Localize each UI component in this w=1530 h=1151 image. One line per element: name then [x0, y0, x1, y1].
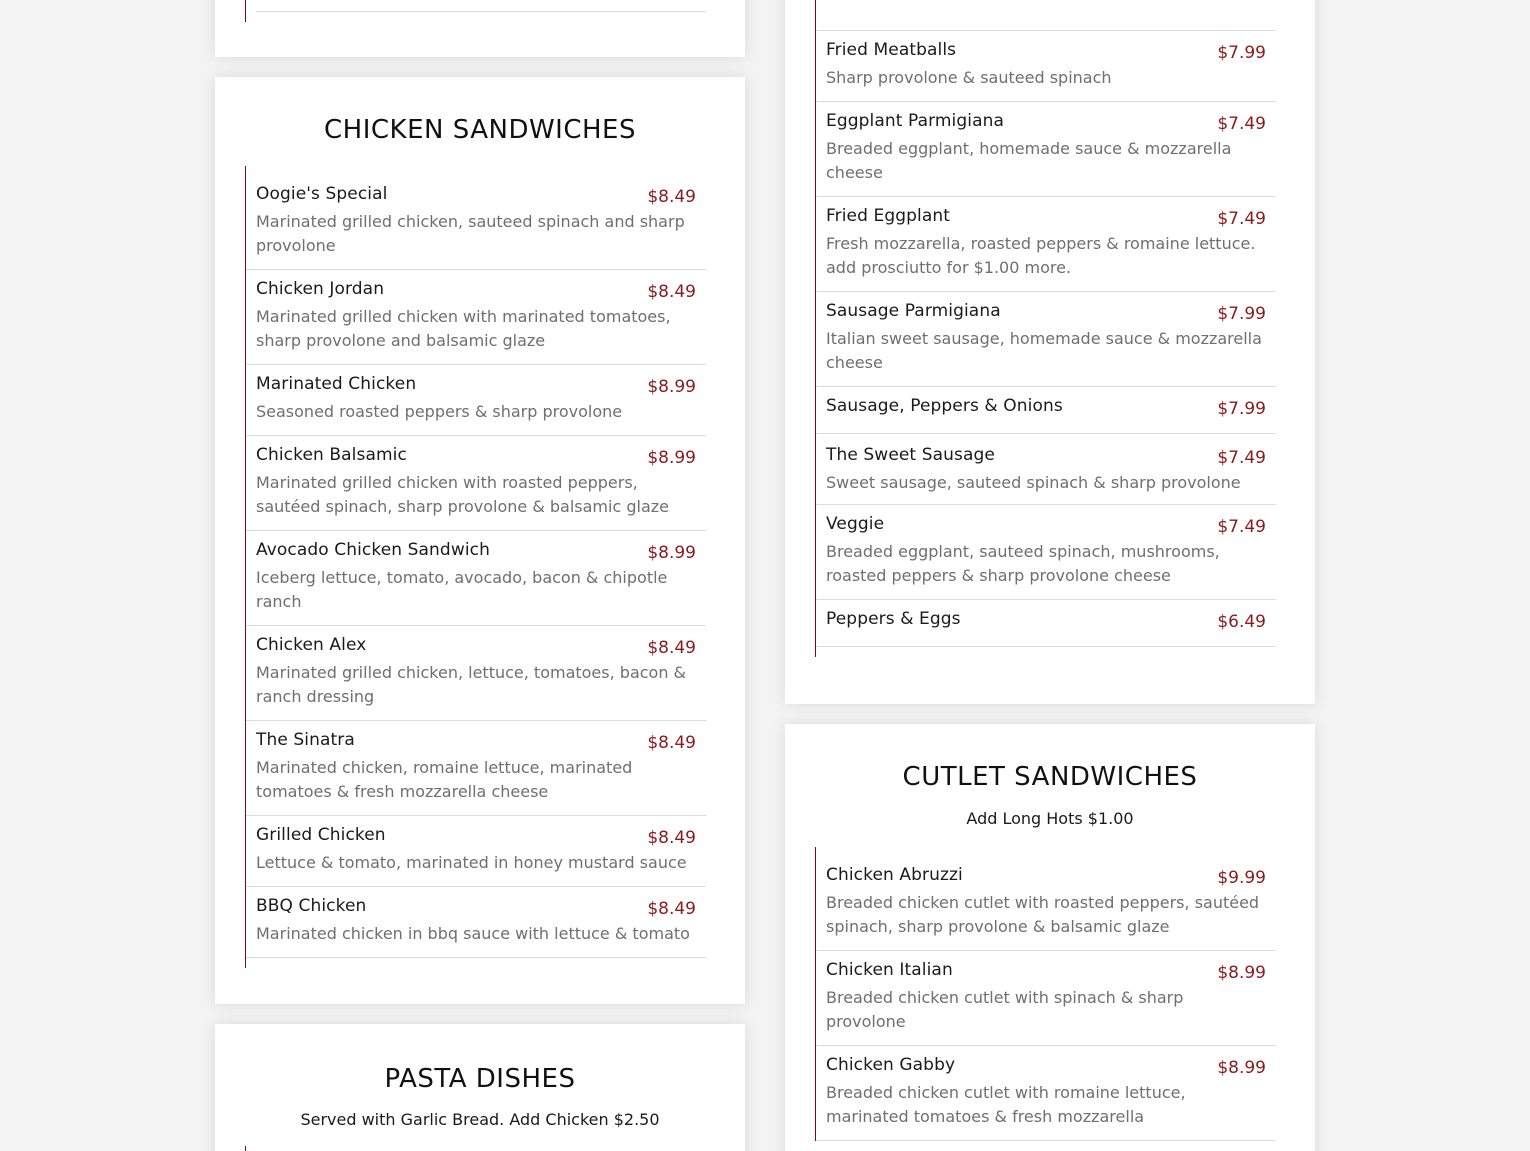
menu-item[interactable]	[246, 887, 706, 958]
list-divider	[256, 0, 706, 12]
menu-item[interactable]	[816, 505, 1276, 600]
list-spacer	[246, 958, 706, 968]
menu-item[interactable]	[246, 721, 706, 816]
item-name: Oogie's Special	[256, 184, 388, 204]
item-description: Sweet sausage, sauteed spinach & sharp provolone	[826, 473, 1241, 492]
menu-item[interactable]	[246, 531, 706, 626]
chicken-sandwiches-card	[215, 77, 745, 1004]
item-name: Marinated Chicken	[256, 374, 417, 394]
section-title: CUTLET SANDWICHES	[902, 762, 1198, 792]
item-price: $8.49	[647, 899, 696, 919]
item-name: Chicken Abruzzi	[826, 865, 963, 885]
item-name: Chicken Gabby	[826, 1055, 956, 1075]
item-price: $7.49	[1217, 114, 1266, 134]
pasta-dishes-card	[215, 1024, 745, 1151]
list-spacer	[816, 647, 1276, 657]
item-name: Avocado Chicken Sandwich	[256, 540, 490, 560]
item-description: Sharp provolone & sauteed spinach	[826, 68, 1112, 87]
pasta-items-list	[245, 1146, 706, 1151]
item-price: $8.49	[647, 733, 696, 753]
menu-item[interactable]	[816, 387, 1276, 434]
menu-item[interactable]	[246, 365, 706, 436]
item-price: $8.49	[647, 828, 696, 848]
section-subtitle: Served with Garlic Bread. Add Chicken $2.50	[300, 1110, 660, 1129]
item-name: BBQ Chicken	[256, 896, 367, 916]
item-name: Fried Eggplant	[826, 206, 951, 226]
item-name: Eggplant Parmigiana	[826, 111, 1005, 131]
item-name: Fried Meatballs	[826, 40, 957, 60]
item-description: Marinated grilled chicken with marinated tomatoes, sharp provolone and balsamic glaze	[256, 307, 671, 350]
hot-sandwiches-card	[785, 0, 1315, 704]
menu-item[interactable]	[816, 292, 1276, 387]
menu-item[interactable]	[816, 31, 1276, 102]
item-name: Sausage Parmigiana	[826, 301, 1001, 321]
item-price: $8.99	[1217, 963, 1266, 983]
item-price: $8.99	[647, 377, 696, 397]
item-description: Marinated chicken, romaine lettuce, marinated tomatoes & fresh mozzarella cheese	[256, 758, 633, 801]
item-price: $7.99	[1217, 399, 1266, 419]
menu-item[interactable]	[246, 436, 706, 531]
item-name: Chicken Italian	[826, 960, 953, 980]
item-description: Breaded chicken cutlet with roasted peppers, sautéed spinach, sharp provolone & balsamic glaze	[826, 893, 1260, 936]
item-description: Iceberg lettuce, tomato, avocado, bacon & chipotle ranch	[256, 568, 668, 611]
menu-item[interactable]	[246, 166, 706, 270]
item-price: $8.49	[647, 282, 696, 302]
item-price: $6.49	[1217, 612, 1266, 632]
item-price: $9.99	[1217, 868, 1266, 888]
item-description: Breaded chicken cutlet with romaine lettuce, marinated tomatoes & fresh mozzarella	[826, 1083, 1186, 1126]
item-price: $7.99	[1217, 304, 1266, 324]
item-description: Breaded eggplant, homemade sauce & mozzarella cheese	[826, 139, 1232, 182]
item-name: Grilled Chicken	[256, 825, 386, 845]
menu-item[interactable]	[816, 951, 1276, 1046]
item-price: $8.99	[647, 543, 696, 563]
item-name: The Sinatra	[256, 730, 355, 750]
menu-item[interactable]	[816, 102, 1276, 197]
item-description: Breaded chicken cutlet with spinach & sharp provolone	[826, 988, 1184, 1031]
item-price: $7.49	[1217, 517, 1266, 537]
item-name: Peppers & Eggs	[826, 609, 961, 629]
menu-item[interactable]	[816, 434, 1276, 505]
item-price: $8.99	[1217, 1058, 1266, 1078]
section-title: PASTA DISHES	[384, 1064, 576, 1094]
menu-item[interactable]	[246, 270, 706, 365]
menu-item[interactable]	[816, 600, 1276, 647]
menu-item[interactable]	[246, 816, 706, 887]
previous-section-card	[215, 0, 745, 57]
hot-items-list	[815, 0, 1276, 657]
item-price: $8.49	[647, 638, 696, 658]
item-price: $7.99	[1217, 43, 1266, 63]
menu-item[interactable]	[816, 847, 1276, 951]
menu-item[interactable]	[816, 197, 1276, 292]
item-name: Chicken Jordan	[256, 279, 385, 299]
chicken-items-list	[245, 166, 706, 968]
item-description: Breaded eggplant, sauteed spinach, mushrooms, roasted peppers & sharp provolone cheese	[826, 542, 1220, 585]
item-description: Marinated grilled chicken, lettuce, tomatoes, bacon & ranch dressing	[256, 663, 687, 706]
item-price: $8.49	[647, 187, 696, 207]
item-price: $8.99	[647, 448, 696, 468]
cutlet-sandwiches-card	[785, 724, 1315, 1151]
item-price: $7.49	[1217, 209, 1266, 229]
item-name: Sausage, Peppers & Onions	[826, 396, 1063, 416]
item-name: Chicken Alex	[256, 635, 367, 655]
item-description: Lettuce & tomato, marinated in honey mustard sauce	[256, 853, 687, 872]
item-description: Fresh mozzarella, roasted peppers & romaine lettuce. add prosciutto for $1.00 more.	[826, 234, 1256, 277]
item-name: Veggie	[826, 514, 885, 534]
item-description: Seasoned roasted peppers & sharp provolone	[256, 402, 623, 421]
cutlet-items-list	[815, 847, 1276, 1141]
menu-item[interactable]	[816, 1046, 1276, 1141]
item-description: Marinated grilled chicken, sauteed spinach and sharp provolone	[256, 212, 685, 255]
item-price: $7.49	[1217, 448, 1266, 468]
menu-item[interactable]	[246, 626, 706, 721]
section-subtitle: Add Long Hots $1.00	[966, 809, 1134, 828]
menu-item[interactable]	[816, 0, 1276, 31]
item-description: Italian sweet sausage, homemade sauce & mozzarella cheese	[826, 329, 1262, 372]
item-description: Marinated grilled chicken with roasted peppers, sautéed spinach, sharp provolone & balsamic glaze	[256, 473, 669, 516]
item-name: Chicken Balsamic	[256, 445, 407, 465]
section-title: CHICKEN SANDWICHES	[324, 115, 636, 145]
item-name: The Sweet Sausage	[826, 445, 995, 465]
previous-section-list	[245, 0, 706, 22]
item-description: Marinated chicken in bbq sauce with lettuce & tomato	[256, 924, 690, 943]
